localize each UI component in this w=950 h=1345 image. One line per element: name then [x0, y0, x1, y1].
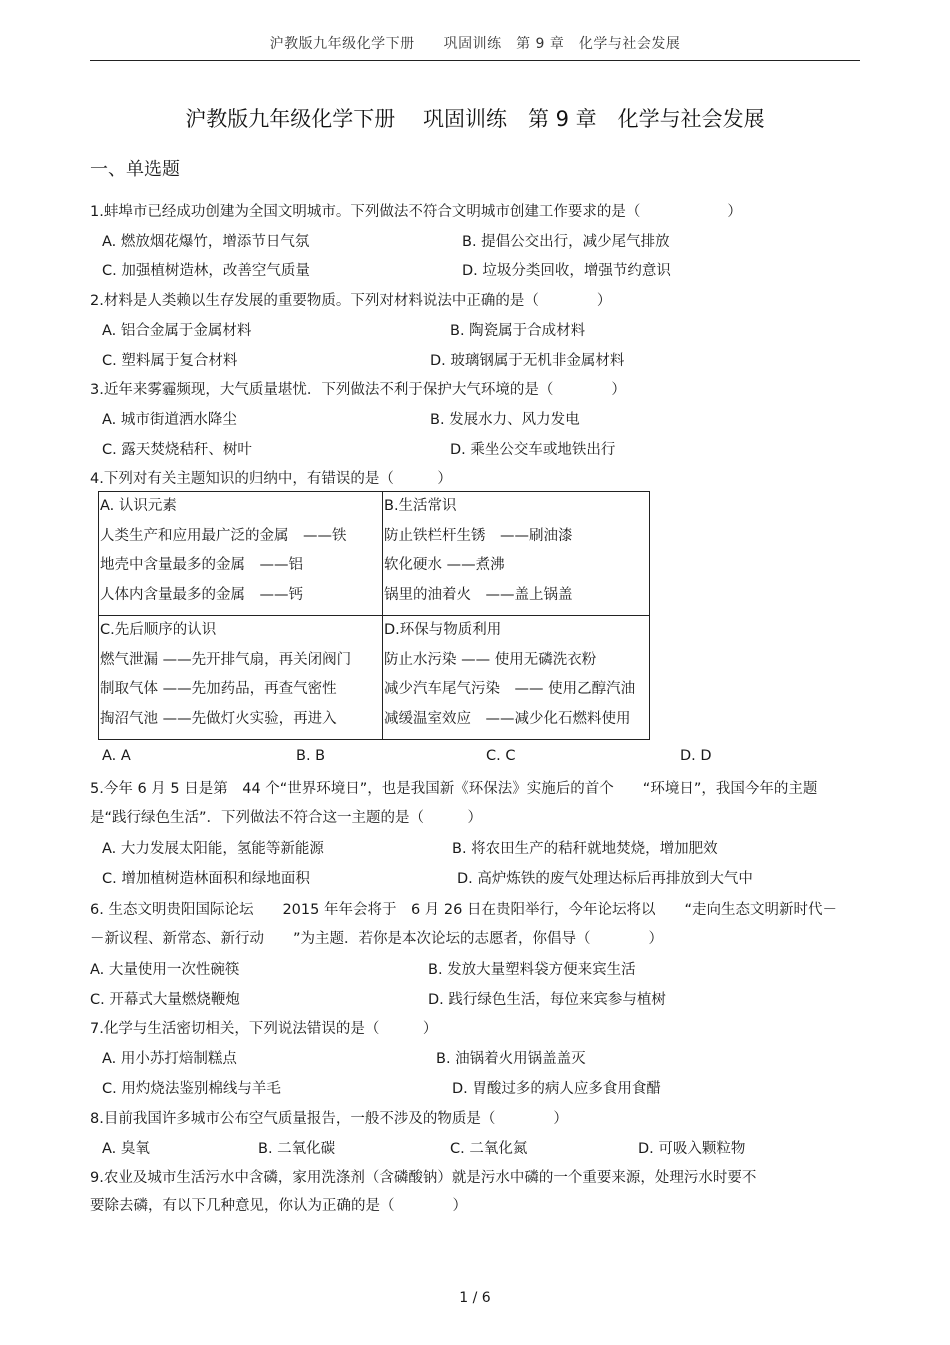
question-5-option-a: A. 大力发展太阳能，氢能等新能源 [102, 841, 324, 857]
running-head: 沪教版九年级化学下册 巩固训练 第 9 章 化学与社会发展 [269, 36, 681, 52]
question-9-stem-continued: 要除去磷，有以下几种意见，你认为正确的是（ ） [90, 1198, 467, 1214]
table-cell-d [383, 616, 650, 740]
cell-a-line: A. 认识元素 [100, 498, 177, 514]
table-cell-c [99, 616, 383, 740]
page-number: 1 / 6 [459, 1290, 491, 1306]
question-5-stem-continued: 是“践行绿色生活”．下列做法不符合这一主题的是（ ） [90, 810, 483, 826]
question-8-option-a: A. 臭氧 [102, 1141, 150, 1157]
table-cell-b [383, 492, 650, 616]
question-1-option-b: B. 提倡公交出行，减少尾气排放 [462, 234, 670, 250]
question-4-option-d: D. D [680, 748, 712, 764]
question-6-option-c: C. 开幕式大量燃烧鞭炮 [90, 992, 240, 1008]
question-9-stem: 9.农业及城市生活污水中含磷，家用洗涤剂（含磷酸钠）就是污水中磷的一个重要来源，处理污水时要不 [90, 1170, 757, 1186]
question-3-option-b: B. 发展水力、风力发电 [430, 412, 580, 428]
question-7-option-d: D. 胃酸过多的病人应多食用食醋 [452, 1081, 661, 1097]
question-8-option-c: C. 二氧化氮 [450, 1141, 528, 1157]
cell-c-line: 制取气体 ——先加药品，再查气密性 [100, 681, 337, 697]
cell-b-line: 锅里的油着火 ——盖上锅盖 [384, 586, 573, 603]
table-cell-a [99, 492, 383, 616]
cell-b-line: 防止铁栏杆生锈 ——刷油漆 [384, 527, 573, 544]
cell-a-line: 人体内含量最多的金属 ——钙 [100, 586, 303, 603]
question-3-option-d: D. 乘坐公交车或地铁出行 [450, 442, 616, 458]
section-title: 一、单选题 [90, 159, 180, 180]
cell-a-line: 人类生产和应用最广泛的金属 ——铁 [100, 527, 347, 544]
question-6-option-d: D. 践行绿色生活，每位来宾参与植树 [428, 992, 666, 1008]
question-2-option-a: A. 铝合金属于金属材料 [102, 323, 252, 339]
question-6-option-b: B. 发放大量塑料袋方便来宾生活 [428, 962, 636, 978]
question-6-stem-continued: －新议程、新常态、新行动 ”为主题．若你是本次论坛的志愿者，你倡导（ ） [90, 931, 664, 947]
cell-b-line: 软化硬水 ——煮沸 [384, 557, 505, 573]
question-5-option-c: C. 增加植树造林面积和绿地面积 [102, 871, 310, 887]
question-4-table [98, 491, 650, 740]
question-2-option-d: D. 玻璃钢属于无机非金属材料 [430, 353, 625, 369]
question-4-option-a: A. A [102, 748, 131, 764]
cell-b-line: B.生活常识 [384, 498, 457, 514]
document-title: 沪教版九年级化学下册 巩固训练 第 9 章 化学与社会发展 [185, 107, 765, 131]
cell-c-line: C.先后顺序的认识 [100, 622, 217, 638]
question-4-option-c: C. C [486, 748, 516, 764]
question-7-option-c: C. 用灼烧法鉴别棉线与羊毛 [102, 1081, 281, 1097]
question-2-option-c: C. 塑料属于复合材料 [102, 353, 238, 369]
question-6-option-a: A. 大量使用一次性碗筷 [90, 962, 240, 978]
question-3-stem: 3.近年来雾霾频现，大气质量堪忧．下列做法不利于保护大气环境的是（ ） [90, 382, 626, 398]
header-rule [90, 60, 860, 61]
question-1-option-d: D. 垃圾分类回收，增强节约意识 [462, 263, 671, 279]
cell-a-line: 地壳中含量最多的金属 ——铝 [100, 557, 303, 573]
question-5-stem: 5.今年 6 月 5 日是第 44 个“世界环境日”，也是我国新《环保法》实施后的首个 “环境日”，我国今年的主题 [90, 781, 818, 797]
question-8-stem: 8.目前我国许多城市公布空气质量报告，一般不涉及的物质是（ ） [90, 1111, 568, 1127]
question-7-stem: 7.化学与生活密切相关，下列说法错误的是（ ） [90, 1021, 438, 1037]
cell-d-line: 防止水污染 —— 使用无磷洗衣粉 [384, 651, 597, 668]
question-4-option-b: B. B [296, 748, 326, 764]
question-1-option-c: C. 加强植树造林，改善空气质量 [102, 263, 310, 279]
question-5-option-b: B. 将农田生产的秸秆就地焚烧，增加肥效 [452, 841, 718, 857]
question-1-option-a: A. 燃放烟花爆竹，增添节日气氛 [102, 234, 310, 250]
question-2-stem: 2.材料是人类赖以生存发展的重要物质。下列对材料说法中正确的是（ ） [90, 293, 612, 309]
question-8-option-d: D. 可吸入颗粒物 [638, 1141, 746, 1157]
cell-d-line: 减缓温室效应 ——减少化石燃料使用 [384, 710, 631, 727]
question-3-option-a: A. 城市街道洒水降尘 [102, 412, 237, 428]
question-7-option-a: A. 用小苏打焙制糕点 [102, 1051, 237, 1067]
question-5-option-d: D. 高炉炼铁的废气处理达标后再排放到大气中 [457, 871, 753, 887]
question-4-stem: 4.下列对有关主题知识的归纳中，有错误的是（ ） [90, 471, 452, 487]
question-2-option-b: B. 陶瓷属于合成材料 [450, 323, 586, 339]
cell-c-line: 掏沼气池 ——先做灯火实验，再进入 [100, 710, 337, 727]
question-8-option-b: B. 二氧化碳 [258, 1141, 336, 1157]
cell-d-line: D.环保与物质利用 [384, 622, 502, 638]
question-6-stem: 6. 生态文明贵阳国际论坛 2015 年年会将于 6 月 26 日在贵阳举行，今年论坛将以 “走向生态文明新时代－ [90, 902, 837, 918]
cell-d-line: 减少汽车尾气污染 —— 使用乙醇汽油 [384, 681, 636, 697]
question-7-option-b: B. 油锅着火用锅盖盖灭 [436, 1051, 586, 1067]
question-3-option-c: C. 露天焚烧秸秆、树叶 [102, 442, 252, 458]
cell-c-line: 燃气泄漏 ——先开排气扇，再关闭阀门 [100, 651, 352, 668]
question-1-stem: 1.蚌埠市已经成功创建为全国文明城市。下列做法不符合文明城市创建工作要求的是（ ） [90, 204, 742, 220]
